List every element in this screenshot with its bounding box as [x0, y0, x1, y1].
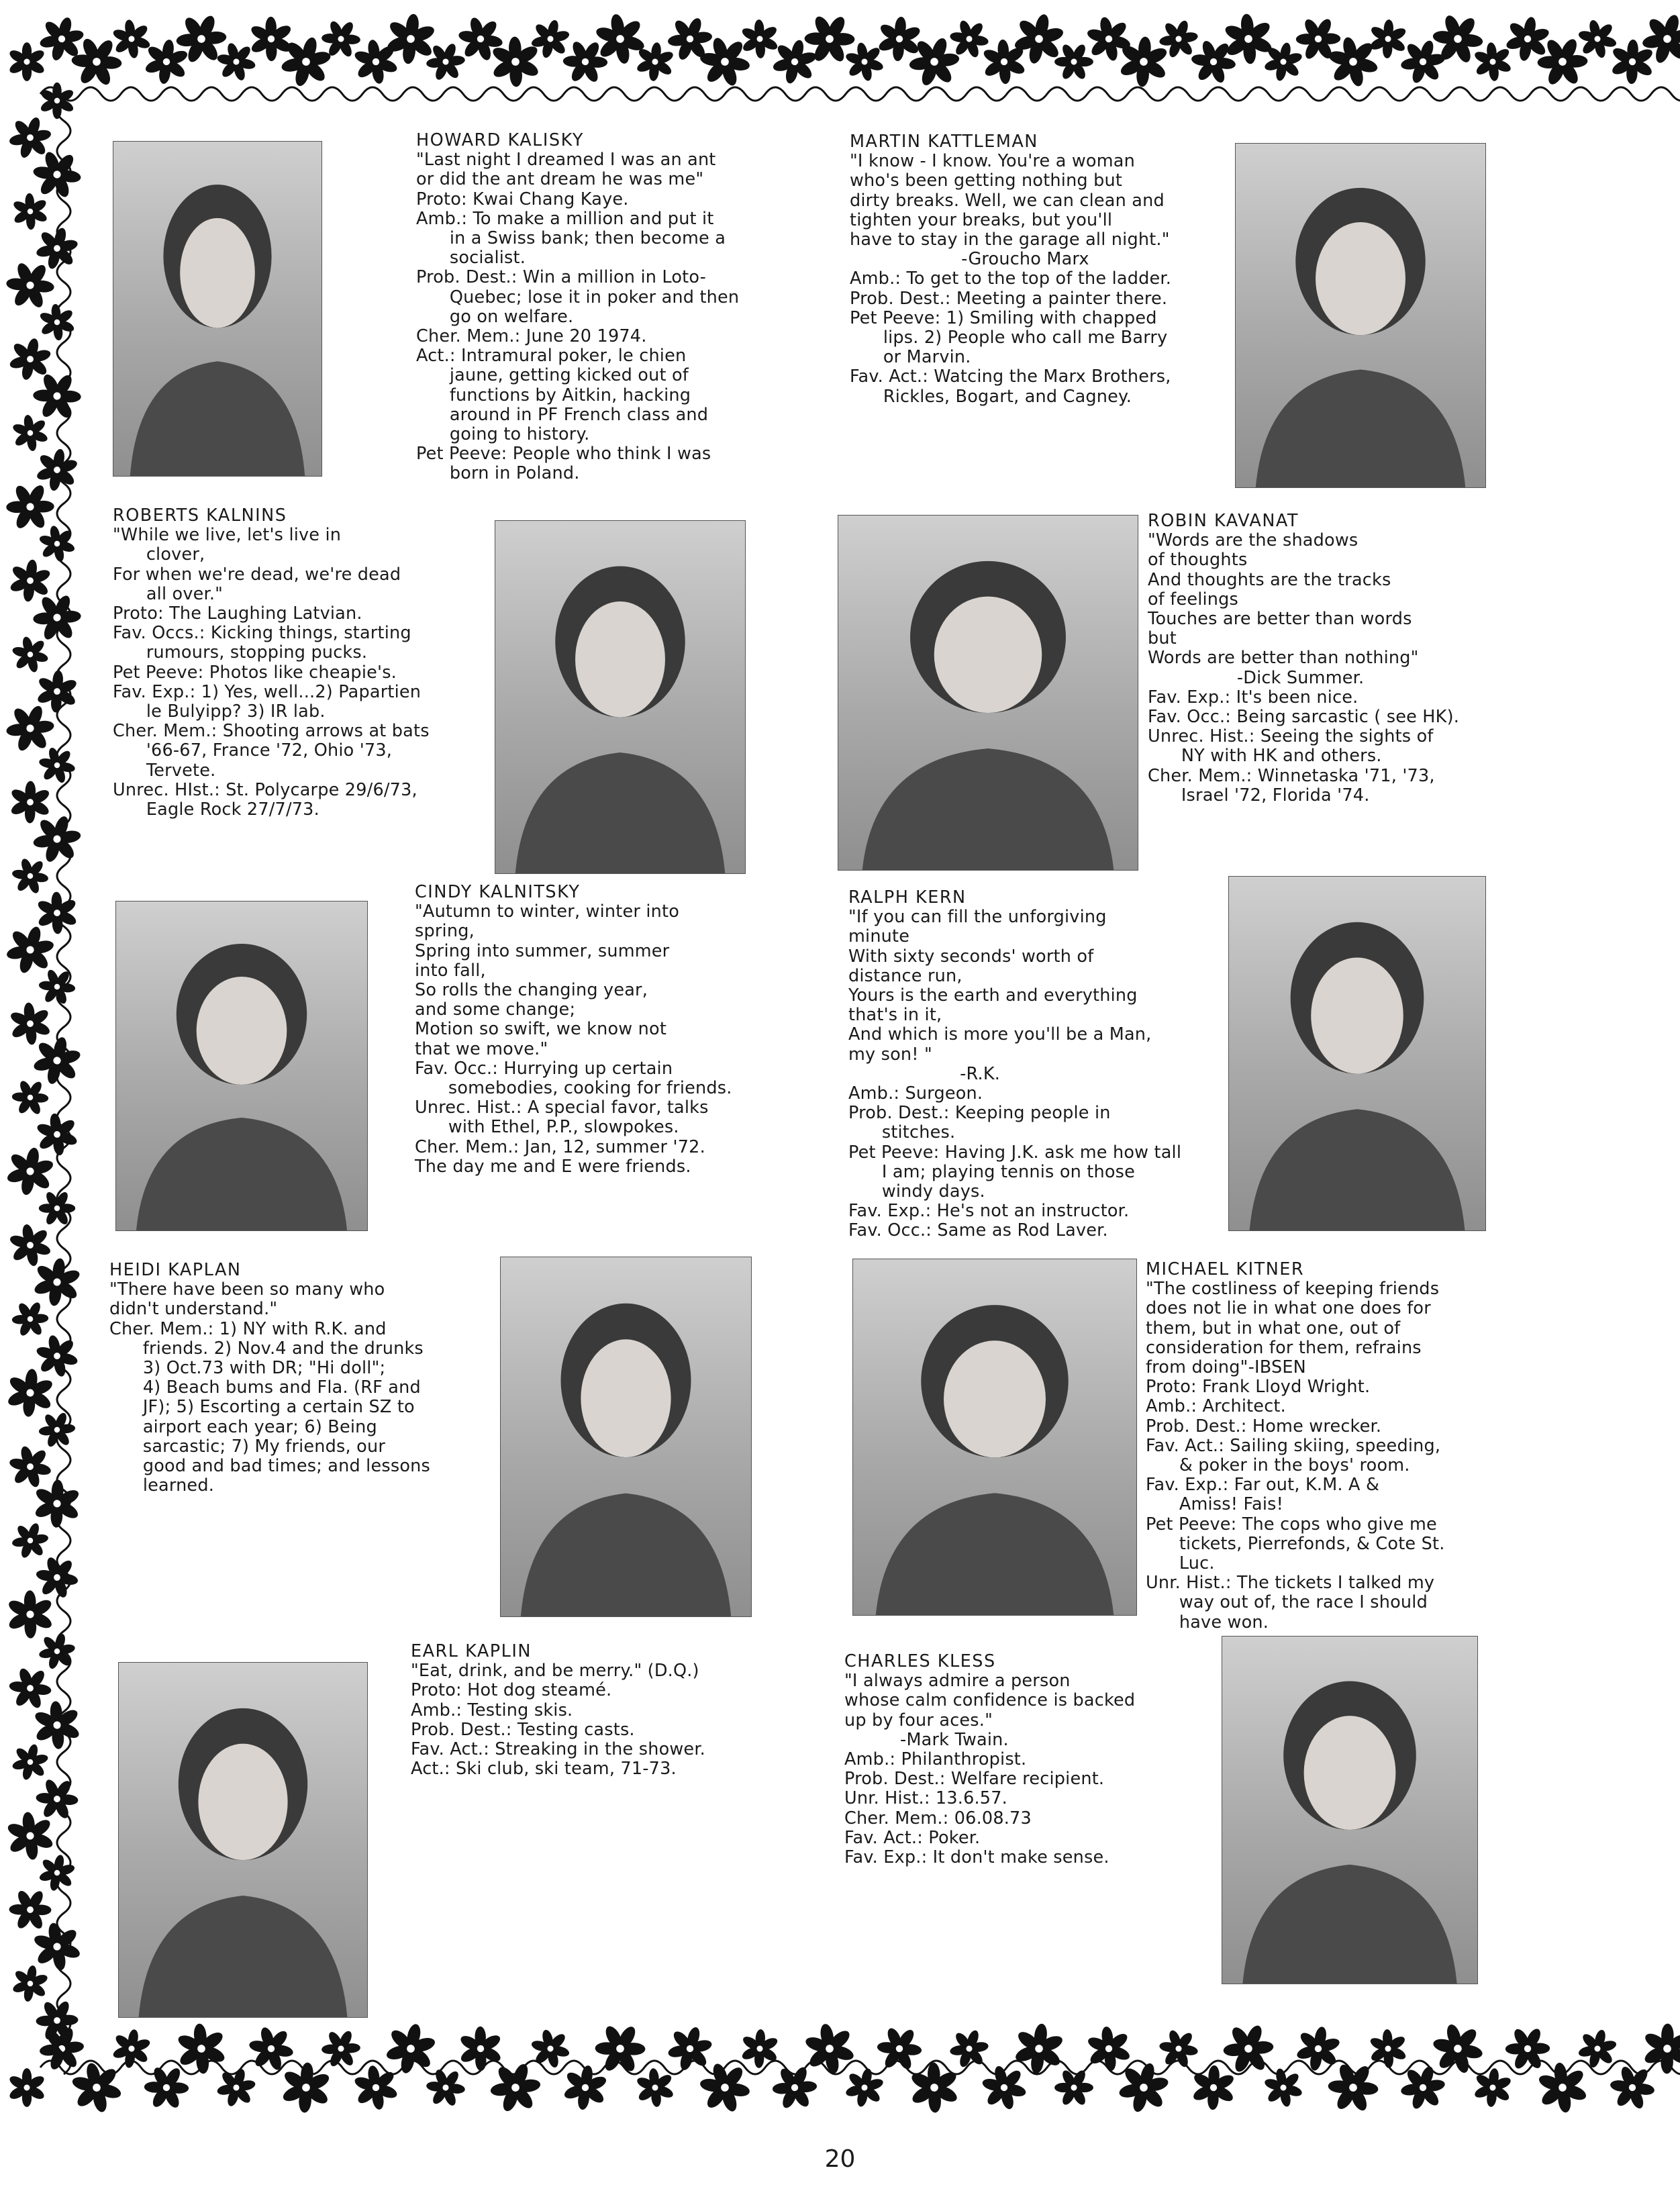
entry-line: Fav. Occs.: Kicking things, starting	[113, 623, 411, 644]
entry-line: Pet Peeve: People who think I was	[416, 444, 711, 465]
flower-icon	[1320, 2054, 1386, 2121]
entry-line: "If you can fill the unforgiving	[848, 907, 1107, 928]
flower-icon	[279, 2061, 332, 2114]
entry-line: of thoughts	[1148, 550, 1248, 571]
entry-line: who's been getting nothing but	[850, 170, 1123, 191]
photo-charles-kless	[1222, 1636, 1478, 1984]
entry-line: windy days.	[848, 1181, 985, 1202]
flower-icon	[740, 19, 780, 60]
entry-line: "Eat, drink, and be merry." (D.Q.)	[411, 1661, 699, 1681]
entry-line: from doing"-IBSEN	[1146, 1357, 1306, 1378]
entry-line: And thoughts are the tracks	[1148, 569, 1391, 590]
entry-line: And which is more you'll be a Man,	[848, 1024, 1152, 1045]
entry-lines	[850, 152, 1232, 407]
entry-line: all over."	[113, 583, 224, 604]
entry-line: "Last night I dreamed I was an ant	[416, 150, 716, 170]
portrait-silhouette	[853, 1259, 1136, 1615]
entry-line: Tervete.	[113, 760, 216, 781]
entry-line: -Groucho Marx	[850, 249, 1089, 270]
entry-line: Amiss! Fais!	[1146, 1494, 1284, 1515]
entry-line: lips. 2) People who call me Barry	[850, 328, 1168, 348]
entry-line: le Bulyipp? 3) IR lab.	[113, 701, 326, 722]
entry-lines	[848, 908, 1238, 1240]
entry-line: good and bad times; and lessons	[109, 1456, 430, 1477]
flower-icon	[25, 364, 89, 428]
entry-line: dirty breaks. Well, we can clean and	[850, 190, 1165, 211]
entry-earl-kaplin	[411, 1642, 787, 1779]
flower-icon	[4, 1441, 56, 1493]
flower-icon	[842, 2065, 887, 2110]
entry-line: '66-67, France '72, Ohio '73,	[113, 740, 393, 761]
student-name: ROBERTS KALNINS	[113, 505, 287, 526]
entry-line: Motion so swift, we know not	[415, 1019, 667, 1040]
entry-line: born in Poland.	[416, 463, 580, 484]
entry-lines	[411, 1661, 787, 1779]
entry-line: Fav. Occ.: Same as Rod Laver.	[848, 1220, 1108, 1241]
entry-line: Cher. Mem.: Winnetaska '71, '73,	[1148, 765, 1435, 786]
entry-line: Pet Peeve: 1) Smiling with chapped	[850, 307, 1157, 328]
flower-icon	[1361, 12, 1415, 65]
entry-line: Words are better than nothing"	[1148, 648, 1419, 669]
entry-line: rumours, stopping pucks.	[113, 642, 368, 663]
entry-line: The day me and E were friends.	[415, 1156, 691, 1177]
student-name: ROBIN KAVANAT	[1148, 511, 1299, 531]
entry-line: somebodies, cooking for friends.	[415, 1078, 732, 1099]
flower-icon	[36, 1851, 79, 1894]
flower-icon	[32, 1404, 83, 1455]
flower-icon	[801, 2019, 859, 2078]
entry-line: Cher. Mem.: Jan, 12, summer '72.	[415, 1136, 705, 1157]
entry-line: Israel '72, Florida '74.	[1148, 785, 1370, 806]
entry-line: "I know - I know. You're a woman	[850, 151, 1135, 172]
entry-line: and some change;	[415, 999, 576, 1020]
flower-icon	[32, 1183, 82, 1233]
entry-line: socialist.	[416, 248, 526, 269]
flower-icon	[1048, 2061, 1100, 2114]
flower-icon	[7, 2068, 46, 2107]
flower-icon	[243, 2020, 299, 2077]
entry-line: Proto: The Laughing Latvian.	[113, 603, 362, 624]
student-name: MARTIN KATTLEMAN	[850, 132, 1038, 152]
entry-line: Cher. Mem.: June 20 1974.	[416, 326, 647, 347]
entry-line: clover,	[113, 544, 205, 565]
entry-line: have to stay in the garage all night."	[850, 230, 1170, 250]
entry-line: whose calm confidence is backed	[844, 1690, 1136, 1711]
entry-line: Amb.: To make a million and put it	[416, 208, 714, 229]
vine-line	[40, 87, 1680, 101]
entry-line: distance run,	[848, 965, 962, 986]
flower-icon	[1, 1216, 60, 1275]
entry-line: Pet Peeve: Having J.K. ask me how tall	[848, 1142, 1182, 1163]
entry-lines	[415, 902, 791, 1177]
flower-icon	[628, 2061, 682, 2114]
entry-line: Proto: Kwai Chang Kaye.	[416, 189, 629, 209]
entry-line: way out of, the race I should	[1146, 1592, 1428, 1613]
entry-line: Cher. Mem.: 1) NY with R.K. and	[109, 1318, 387, 1339]
entry-line: -Mark Twain.	[844, 1729, 1009, 1750]
entry-line: tighten your breaks, but you'll	[850, 209, 1113, 230]
entry-line: Act.: Intramural poker, le chien	[416, 346, 687, 367]
entry-line: into fall,	[415, 960, 486, 981]
flower-icon	[7, 1665, 54, 1711]
entry-line: spring,	[415, 921, 475, 942]
entry-line: but	[1148, 628, 1177, 649]
entry-line: Rickles, Bogart, and Cagney.	[850, 386, 1132, 407]
flower-icon	[34, 1111, 81, 1159]
entry-line: have won.	[1146, 1612, 1269, 1632]
flower-icon	[1, 922, 58, 979]
entry-line: Proto: Hot dog steamé.	[411, 1680, 612, 1701]
entry-line: Cher. Mem.: Shooting arrows at bats	[113, 721, 430, 742]
photo-earl-kaplin	[118, 1662, 368, 2018]
flower-icon	[11, 1300, 49, 1338]
flower-icon	[7, 1517, 54, 1564]
entry-lines	[113, 526, 489, 820]
flower-icon	[9, 412, 51, 454]
flower-icon	[107, 2024, 156, 2074]
student-name: HOWARD KALISKY	[416, 130, 584, 150]
entry-line: Pet Peeve: Photos like cheapie's.	[113, 662, 397, 683]
flower-icon	[0, 1581, 63, 1647]
entry-line: go on welfare.	[416, 306, 574, 327]
entry-robin-kavanat	[1148, 511, 1524, 806]
entry-line: learned.	[109, 1475, 215, 1496]
photo-michael-kitner	[852, 1259, 1137, 1616]
entry-line: JF); 5) Escorting a certain SZ to	[109, 1397, 415, 1418]
entry-line: Fav. Act.: Sailing skiing, speeding,	[1146, 1435, 1441, 1456]
entry-charles-kless	[844, 1652, 1220, 1867]
entry-line: "Words are the shadows	[1148, 530, 1358, 551]
flower-icon	[0, 1360, 64, 1426]
entry-line: Fav. Exp.: It don't make sense.	[844, 1847, 1109, 1868]
entry-line: does not lie in what one does for	[1146, 1298, 1431, 1319]
entry-line: didn't understand."	[109, 1299, 278, 1320]
entry-line: jaune, getting kicked out of	[416, 365, 689, 386]
entry-line: & poker in the boys' room.	[1146, 1455, 1410, 1476]
entry-line: Amb.: Architect.	[1146, 1396, 1286, 1417]
student-name: CHARLES KLESS	[844, 1651, 996, 1671]
portrait-silhouette	[838, 516, 1138, 870]
entry-line: Prob. Dest.: Testing casts.	[411, 1719, 635, 1740]
entry-line: Fav. Occ.: Hurrying up certain	[415, 1058, 673, 1079]
entry-line: up by four aces."	[844, 1710, 993, 1730]
flower-icon	[4, 260, 56, 311]
flower-icon	[4, 1809, 57, 1862]
flower-icon	[906, 34, 962, 90]
entry-heidi-kaplan	[109, 1261, 485, 1496]
vine-line	[40, 2061, 1680, 2074]
student-name: RALPH KERN	[848, 887, 967, 908]
portrait-silhouette	[495, 521, 745, 873]
flower-icon	[31, 1330, 83, 1381]
photo-cindy-kalnitsky	[115, 901, 368, 1231]
entry-line: Unrec. Hist.: Seeing the sights of	[1148, 726, 1434, 747]
flower-icon	[1505, 2027, 1550, 2071]
entry-line: Prob. Dest.: Win a million in Loto-	[416, 267, 707, 288]
entry-line: that's in it,	[848, 1005, 942, 1026]
photo-robin-kavanat	[838, 515, 1138, 871]
entry-line: Yours is the earth and everything	[848, 985, 1138, 1006]
entry-line: Fav. Occ.: Being sarcastic ( see HK).	[1148, 707, 1460, 728]
portrait-silhouette	[1229, 877, 1485, 1230]
entry-line: "Autumn to winter, winter into	[415, 901, 680, 922]
entry-line: With sixty seconds' worth of	[848, 946, 1094, 967]
flower-icon	[379, 2018, 442, 2080]
flower-icon	[1048, 36, 1100, 89]
portrait-silhouette	[501, 1257, 751, 1616]
flower-icon	[1642, 2023, 1680, 2074]
entry-line: Amb.: Philanthropist.	[844, 1749, 1027, 1770]
entry-line: around in PF French class and	[416, 404, 709, 425]
portrait-silhouette	[116, 901, 367, 1230]
entry-line: Fav. Act.: Streaking in the shower.	[411, 1739, 705, 1760]
entry-line: functions by Aitkin, hacking	[416, 385, 691, 405]
entry-lines	[416, 150, 792, 483]
flower-icon	[1084, 2024, 1133, 2074]
entry-line: So rolls the changing year,	[415, 980, 648, 1001]
entry-line: Touches are better than words	[1148, 609, 1412, 630]
entry-michael-kitner	[1146, 1260, 1542, 1632]
entry-line: Pet Peeve: The cops who give me	[1146, 1514, 1437, 1534]
entry-line: Proto: Frank Lloyd Wright.	[1146, 1377, 1371, 1398]
flower-icon	[1467, 2062, 1518, 2113]
entry-line: airport each year; 6) Being	[109, 1416, 377, 1437]
entry-lines	[109, 1280, 485, 1496]
flower-icon	[209, 2060, 263, 2114]
entry-line: Amb.: To get to the top of the ladder.	[850, 269, 1172, 289]
portrait-silhouette	[113, 142, 322, 476]
student-name: CINDY KALNITSKY	[415, 882, 581, 902]
flower-icon	[663, 2022, 716, 2076]
entry-line: Eagle Rock 27/7/73.	[113, 799, 319, 820]
entry-line: Unrec. HIst.: St. Polycarpe 29/6/73,	[113, 779, 417, 800]
entry-howard-kalisky	[416, 131, 792, 484]
flower-icon	[420, 36, 471, 87]
flower-icon	[345, 2057, 407, 2119]
student-name: HEIDI KAPLAN	[109, 1260, 242, 1280]
flower-icon	[8, 632, 52, 677]
flower-icon	[29, 1771, 85, 1827]
entry-line: Fav. Act.: Watcing the Marx Brothers,	[850, 367, 1171, 387]
entry-line: sarcastic; 7) My friends, our	[109, 1436, 386, 1457]
flower-icon	[2, 996, 58, 1052]
flower-icon	[144, 2065, 190, 2110]
flower-icon	[213, 39, 259, 85]
entry-line: of feelings	[1148, 589, 1239, 609]
entry-line: 3) Oct.73 with DR; "Hi doll";	[109, 1358, 386, 1379]
entry-line: Quebec; lose it in poker and then	[416, 287, 740, 307]
entry-line: "While we live, let's live in	[113, 525, 342, 546]
flower-icon	[36, 1630, 79, 1673]
flower-icon	[733, 2022, 787, 2075]
flower-icon	[6, 1073, 55, 1122]
photo-howard-kalisky	[113, 141, 322, 477]
photo-martin-kattleman	[1235, 143, 1486, 488]
flower-icon	[1570, 2021, 1624, 2076]
entry-line: Cher. Mem.: 06.08.73	[844, 1808, 1032, 1828]
entry-line: "I always admire a person	[844, 1671, 1071, 1692]
flower-icon	[977, 2061, 1031, 2114]
entry-line: minute	[848, 926, 910, 947]
entry-line: in a Swiss bank; then become a	[416, 228, 726, 249]
entry-lines	[844, 1671, 1220, 1867]
flower-icon	[5, 187, 56, 237]
student-name: MICHAEL KITNER	[1146, 1259, 1305, 1279]
flower-icon	[7, 1960, 54, 2007]
flower-icon	[869, 2018, 930, 2080]
entry-line: them, but in what one, out of	[1146, 1318, 1401, 1338]
flower-icon	[383, 11, 439, 66]
entry-lines	[1148, 531, 1524, 806]
entry-line: consideration for them, refrains	[1146, 1337, 1422, 1358]
entry-line: Amb.: Testing skis.	[411, 1700, 573, 1720]
flower-icon	[34, 742, 80, 788]
photo-ralph-kern	[1228, 876, 1486, 1231]
portrait-silhouette	[1236, 144, 1485, 487]
flower-icon	[27, 808, 88, 869]
flower-icon	[1113, 2057, 1175, 2118]
entry-line: Spring into summer, summer	[415, 940, 670, 961]
entry-line: or did the ant dream he was me"	[416, 169, 704, 190]
entry-ralph-kern	[848, 888, 1238, 1241]
student-name: EARL KAPLIN	[411, 1641, 532, 1661]
entry-line: Prob. Dest.: Home wrecker.	[1146, 1416, 1382, 1436]
entry-line: 4) Beach bums and Fla. (RF and	[109, 1377, 421, 1398]
entry-line: Fav. Act.: Poker.	[844, 1827, 981, 1848]
flower-icon	[32, 1479, 81, 1528]
entry-martin-kattleman	[850, 132, 1232, 407]
entry-line: Fav. Exp.: 1) Yes, well...2) Papartien	[113, 681, 422, 702]
photo-heidi-kaplan	[500, 1257, 752, 1617]
entry-line: For when we're dead, we're dead	[113, 564, 401, 585]
entry-line: friends. 2) Nov.4 and the drunks	[109, 1338, 424, 1359]
entry-cindy-kalnitsky	[415, 883, 791, 1177]
entry-line: I am; playing tennis on those	[848, 1161, 1136, 1182]
entry-line: Act.: Ski club, ski team, 71-73.	[411, 1759, 677, 1779]
entry-line: "There have been so many who	[109, 1279, 385, 1300]
photo-roberts-kalnins	[495, 520, 746, 874]
flower-icon	[1183, 2057, 1243, 2117]
entry-line: Luc.	[1146, 1553, 1215, 1574]
flower-icon	[9, 781, 51, 824]
entry-line: Amb.: Surgeon.	[848, 1083, 983, 1104]
flower-icon	[7, 42, 46, 81]
page-number: 20	[824, 2145, 856, 2173]
entry-line: with Ethel, P.P., slowpokes.	[415, 1117, 679, 1138]
entry-line: "The costliness of keeping friends	[1146, 1279, 1440, 1300]
entry-line: that we move."	[415, 1038, 548, 1059]
entry-line: or Marvin.	[850, 347, 971, 368]
entry-line: tickets, Pierrefonds, & Cote St.	[1146, 1533, 1445, 1554]
entry-line: -Dick Summer.	[1148, 667, 1365, 688]
entry-line: Unr. Hist.: The tickets I talked my	[1146, 1573, 1435, 1594]
entry-line: going to history.	[416, 424, 590, 445]
flower-icon	[1152, 2022, 1206, 2076]
entry-lines	[1146, 1279, 1542, 1632]
flower-icon	[586, 2014, 654, 2083]
portrait-silhouette	[1222, 1637, 1477, 1984]
entry-line: Fav. Exp.: He's not an instructor.	[848, 1201, 1130, 1222]
entry-line: Fav. Exp.: It's been nice.	[1148, 687, 1358, 708]
entry-line: Fav. Exp.: Far out, K.M. A &	[1146, 1475, 1380, 1496]
entry-line: NY with HK and others.	[1148, 746, 1382, 767]
flower-icon	[562, 39, 609, 85]
flower-icon	[3, 1143, 58, 1200]
entry-line: Unr. Hist.: 13.6.57.	[844, 1788, 1007, 1809]
entry-roberts-kalnins	[113, 506, 489, 820]
entry-line: stitches.	[848, 1122, 956, 1143]
portrait-silhouette	[119, 1663, 367, 2017]
entry-line: Prob. Dest.: Welfare recipient.	[844, 1769, 1105, 1790]
entry-line: -R.K.	[848, 1063, 1001, 1084]
entry-line: Prob. Dest.: Keeping people in	[848, 1103, 1111, 1124]
entry-line: my son! "	[848, 1044, 932, 1065]
flower-icon	[1259, 2063, 1308, 2112]
entry-line: Prob. Dest.: Meeting a painter there.	[850, 288, 1168, 309]
entry-line: Unrec. Hist.: A special favor, talks	[415, 1098, 709, 1118]
